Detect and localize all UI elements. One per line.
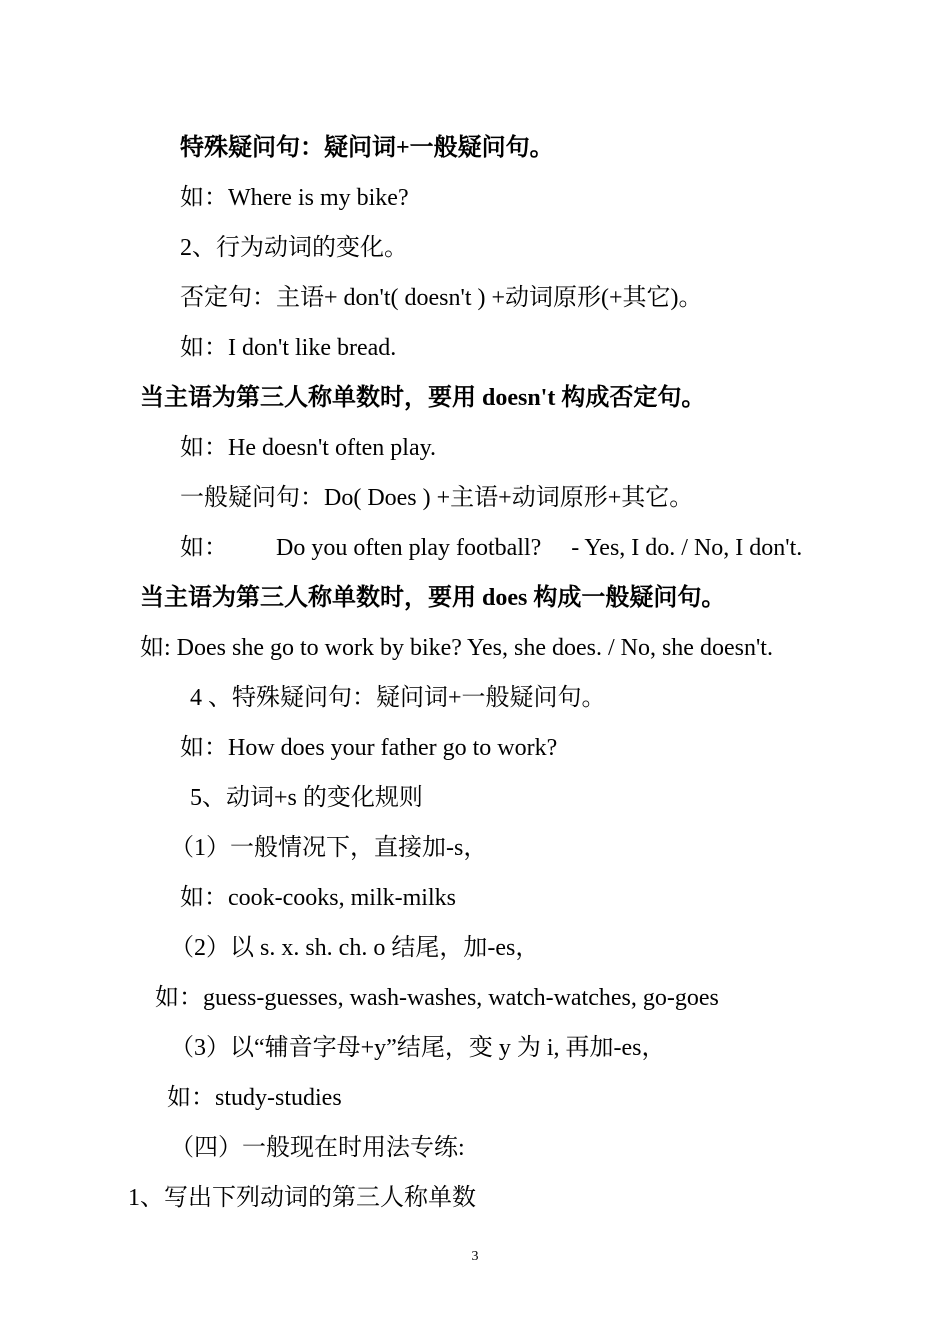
exercise-1: 1、写出下列动词的第三人称单数 (128, 1185, 476, 1211)
example-rule-2: 如：guess-guesses, wash-washes, watch-watches, go-goes (155, 985, 719, 1011)
rule-2: （2）以 s. x. sh. ch. o 结尾，加-es， (170, 935, 540, 961)
section-special-question: 4 、特殊疑问句：疑问词+一般疑问句。 (190, 685, 606, 711)
note-doesnt: 当主语为第三人称单数时，要用 doesn't 构成否定句。 (140, 385, 706, 411)
example-negative: 如：I don't like bread. (180, 335, 397, 361)
rule-negative: 否定句：主语+ don't( doesn't ) +动词原形(+其它)。 (180, 285, 703, 311)
section-practice: （四）一般现在时用法专练: (170, 1135, 465, 1161)
example-doesnt: 如：He doesn't often play. (180, 435, 437, 461)
example-question: Do you often play football? (276, 535, 542, 561)
example-general-question (180, 533, 802, 563)
section-verb-change: 2、行为动词的变化。 (180, 235, 408, 261)
example-does: 如: Does she go to work by bike? Yes, she does. / No, she doesn't. (140, 635, 773, 661)
section-verb-s-rules: 5、动词+s 的变化规则 (190, 785, 423, 811)
note-does: 当主语为第三人称单数时，要用 does 构成一般疑问句。 (140, 585, 726, 611)
example-how: 如：How does your father go to work? (180, 735, 558, 761)
page-number: 3 (471, 1249, 479, 1264)
rule-general-question: 一般疑问句：Do( Does ) +主语+动词原形+其它。 (180, 485, 694, 511)
example-where: 如：Where is my bike? (180, 185, 409, 211)
example-rule-3: 如：study-studies (167, 1085, 342, 1111)
rule-3: （3）以“辅音字母+y”结尾，变 y 为 i, 再加-es， (170, 1035, 666, 1061)
example-prefix: 如： (180, 535, 228, 561)
heading-special-question: 特殊疑问句：疑问词+一般疑问句。 (180, 135, 554, 161)
rule-1: （1）一般情况下，直接加-s， (170, 835, 488, 861)
example-rule-1: 如：cook-cooks, milk-milks (180, 885, 456, 911)
example-answer: - Yes, I do. / No, I don't. (571, 535, 803, 561)
